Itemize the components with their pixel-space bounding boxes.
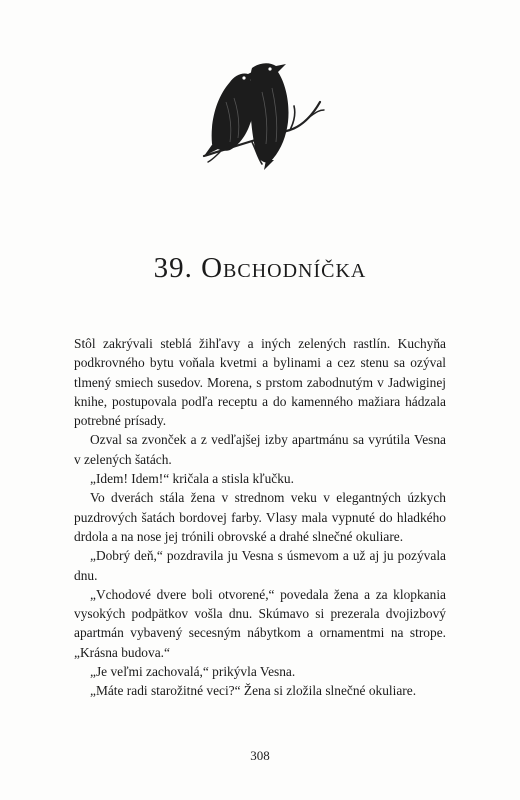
paragraph: „Idem! Idem!“ kričala a stisla kľučku. <box>90 471 294 487</box>
page-number: 308 <box>250 748 270 763</box>
paragraph: „Máte radi starožitné veci?“ Žena si zložila slnečné okuliare. <box>90 683 417 699</box>
paragraph: Vo dverách stála žena v strednom veku v elegantných úzkych puzdrových šatách bordovej farby. Vlasy mala vypnuté do hladkého drdola a na nose jej trónili obrovské a drahé slnečné okuliare. <box>74 490 446 544</box>
chapter-title: 39. Obchodníčka <box>153 252 367 284</box>
chapter-body-text <box>74 334 446 701</box>
paragraph: Stôl zakrývali steblá žihľavy a iných zelených rastlín. Kuchyňa podkrovného bytu voňala kvetmi a bylinami a cez stenu sa ozýval tlmený smiech susedov. Morena, s prstom zabodnutým v Jadwiginej knihe, postupovala podľa receptu a do kamenného mažiara hádzala potrebné prísady. <box>74 336 446 429</box>
paragraph: „Vchodové dvere boli otvorené,“ povedala žena a za klopkania vysokých podpätkov vošla dnu. Skúmavo si prezerala dvojizbový apartmán vybavený secesným nábytkom a ornamentmi na strope. „Krásna budova.“ <box>74 586 446 660</box>
two-ravens-on-branch-icon <box>190 52 330 170</box>
paragraph: „Dobrý deň,“ pozdravila ju Vesna s úsmevom a už aj ju pozývala dnu. <box>74 548 446 583</box>
paragraph: „Je veľmi zachovalá,“ prikývla Vesna. <box>90 664 296 680</box>
paragraph: Ozval sa zvonček a z vedľajšej izby apartmánu sa vyrútila Vesna v zelených šatách. <box>74 432 446 467</box>
